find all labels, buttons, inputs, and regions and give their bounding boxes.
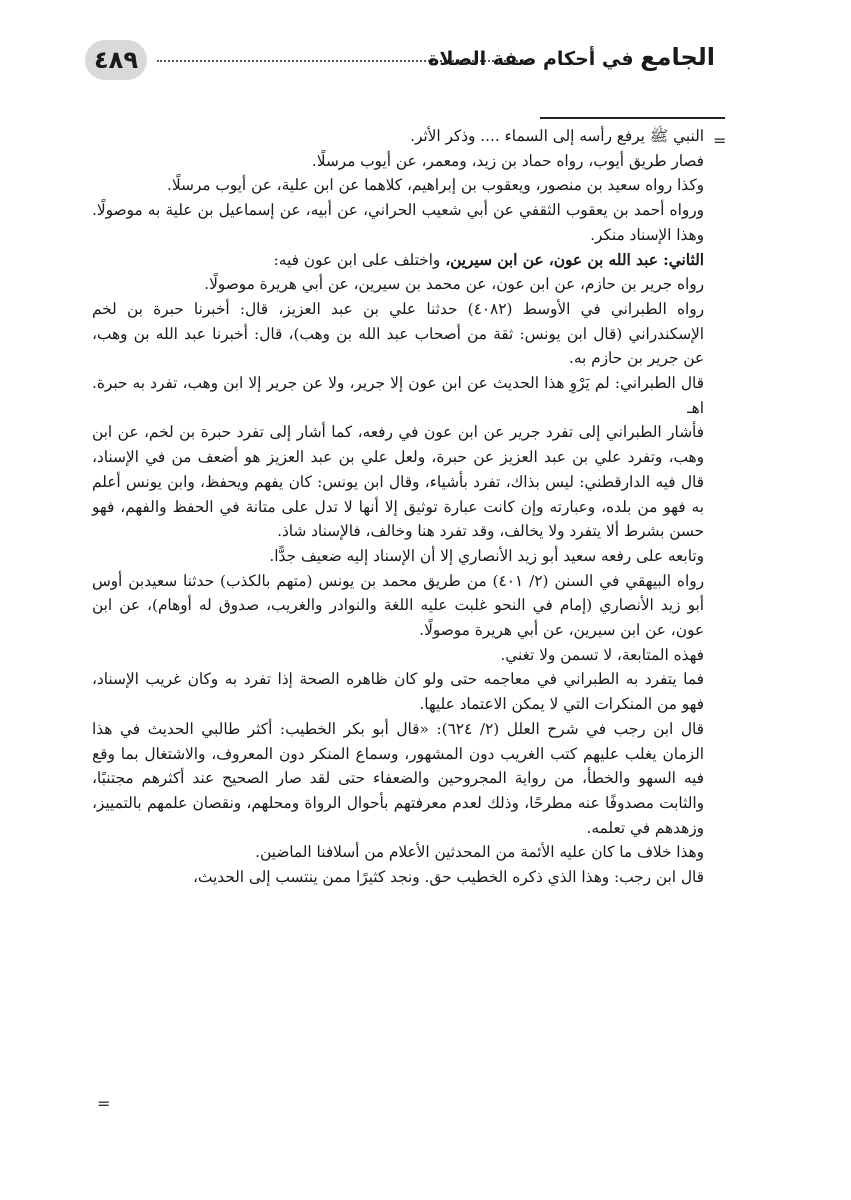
paragraph: وتابعه على رفعه سعيد أبو زيد الأنصاري إلا أن الإسناد إليه ضعيف جدًّا. <box>269 546 704 565</box>
paragraph: فأشار الطبراني إلى تفرد جرير عن ابن عون في رفعه، كما أشار إلى تفرد حبرة بن لخم، عن ابن وهب، وتفرد علي بن عبد العزيز عن حبرة، ولعل علي بن عبد العزيز هو أضعف من في الإسناد، قال فيه الدارقطني: ليس بذاك، تفرد بأشياء، وقال ابن يونس: كان يفهم ويحفظ، وابن يونس أعلم به فهو من بلده، وعبارته وإن كانت عبارة توثيق إلا أنها لا تدل على متانة في الحفظ والفهم، فهو حسن بشرط ألا يتفرد ولا يخالف، وقد تفرد هنا وخالف، فالإسناد شاذ. <box>92 423 704 541</box>
book-title <box>428 40 715 76</box>
paragraph: وكذا رواه سعيد بن منصور، ويعقوب بن إبراهيم، كلاهما عن ابن علية، عن أيوب مرسلًا. <box>167 176 704 195</box>
paragraph: قال ابن رجب في شرح العلل (٢/ ٦٢٤): «قال أبو بكر الخطيب: أكثر طالبي الحديث في هذا الزمان يغلب عليهم كتب الغريب دون المشهور، وسماع المنكر دون المعروف، والاشتغال بما وقع فيه السهو والخطأ، من رواية المجروحين والضعفاء حتى لقد صار الصحيح عند أكثرهم مجتنبًا، والثابت مصدوفًا عنه مطرحًا، وذلك لعدم معرفتهم بأحوال الرواة ومحلهم، ونقصان علمهم بالتمييز، وزهدهم في تعلمه. <box>92 719 704 837</box>
section-lead: الثاني: عبد الله بن عون، عن ابن سيرين، <box>445 250 704 269</box>
paragraph: فهذه المتابعة، لا تسمن ولا تغني. <box>500 645 704 664</box>
paragraph: النبي ﷺ يرفع رأسه إلى السماء .... وذكر الأثر. <box>410 127 704 145</box>
section-lead-rest: واختلف على ابن عون فيه: <box>273 250 446 269</box>
book-title-rest: في أحكام صفة الصلاة <box>428 48 634 70</box>
paragraph: رواه البيهقي في السنن (٢/ ٤٠١) من طريق محمد بن يونس (متهم بالكذب) حدثنا سعيدبن أوس أبو زيد الأنصاري (إمام في النحو غلبت عليه اللغة والنوادر والغريب، صدوق له أوهام)، عن ابن عون، عن ابن سيرين، عن أبي هريرة موصولًا. <box>92 571 704 640</box>
running-header <box>85 36 715 86</box>
footnote-separator-rule <box>540 117 725 119</box>
continuation-mark-top: = <box>713 131 727 150</box>
paragraph: ورواه أحمد بن يعقوب الثقفي عن أبي شعيب الحراني، عن أبيه، عن إسماعيل بن علية به موصولًا. وهذا الإسناد منكر. <box>92 201 704 244</box>
paragraph: رواه الطبراني في الأوسط (٤٠٨٢) حدثنا علي بن عبد العزيز، قال: أخبرنا حبرة بن لخم الإسكندراني (قال ابن يونس: ثقة من أصحاب عبد الله بن وهب)، قال: أخبرنا عبد الله بن وهب، عن جرير بن حازم به. <box>92 299 704 368</box>
paragraph: قال الطبراني: لم يَرْوِ هذا الحديث عن ابن عون إلا جرير، ولا عن جرير إلا ابن وهب، تفرد به حبرة. اهـ <box>92 374 704 417</box>
book-title-main: الجامع <box>640 43 715 71</box>
paragraph: وهذا خلاف ما كان عليه الأئمة من المحدثين الأعلام من أسلافنا الماضين. <box>255 843 704 862</box>
paragraph: رواه جرير بن حازم، عن ابن عون، عن محمد بن سيرين، عن أبي هريرة موصولًا. <box>204 275 704 294</box>
continuation-mark-bottom: = <box>97 1094 111 1113</box>
paragraph <box>92 248 704 273</box>
paragraph: فصار طريق أيوب، رواه حماد بن زيد، ومعمر، عن أيوب مرسلًا. <box>311 151 704 170</box>
paragraph: قال ابن رجب: وهذا الذي ذكره الخطيب حق. ونجد كثيرًا ممن ينتسب إلى الحديث، <box>193 868 704 887</box>
footnote-text <box>92 124 704 890</box>
paragraph: فما يتفرد به الطبراني في معاجمه حتى ولو كان ظاهره الصحة إذا تفرد به وكان غريب الإسناد، فهو من المنكرات التي لا يمكن الاعتماد عليها. <box>92 670 704 714</box>
page-number: ٤٨٩ <box>85 40 147 80</box>
